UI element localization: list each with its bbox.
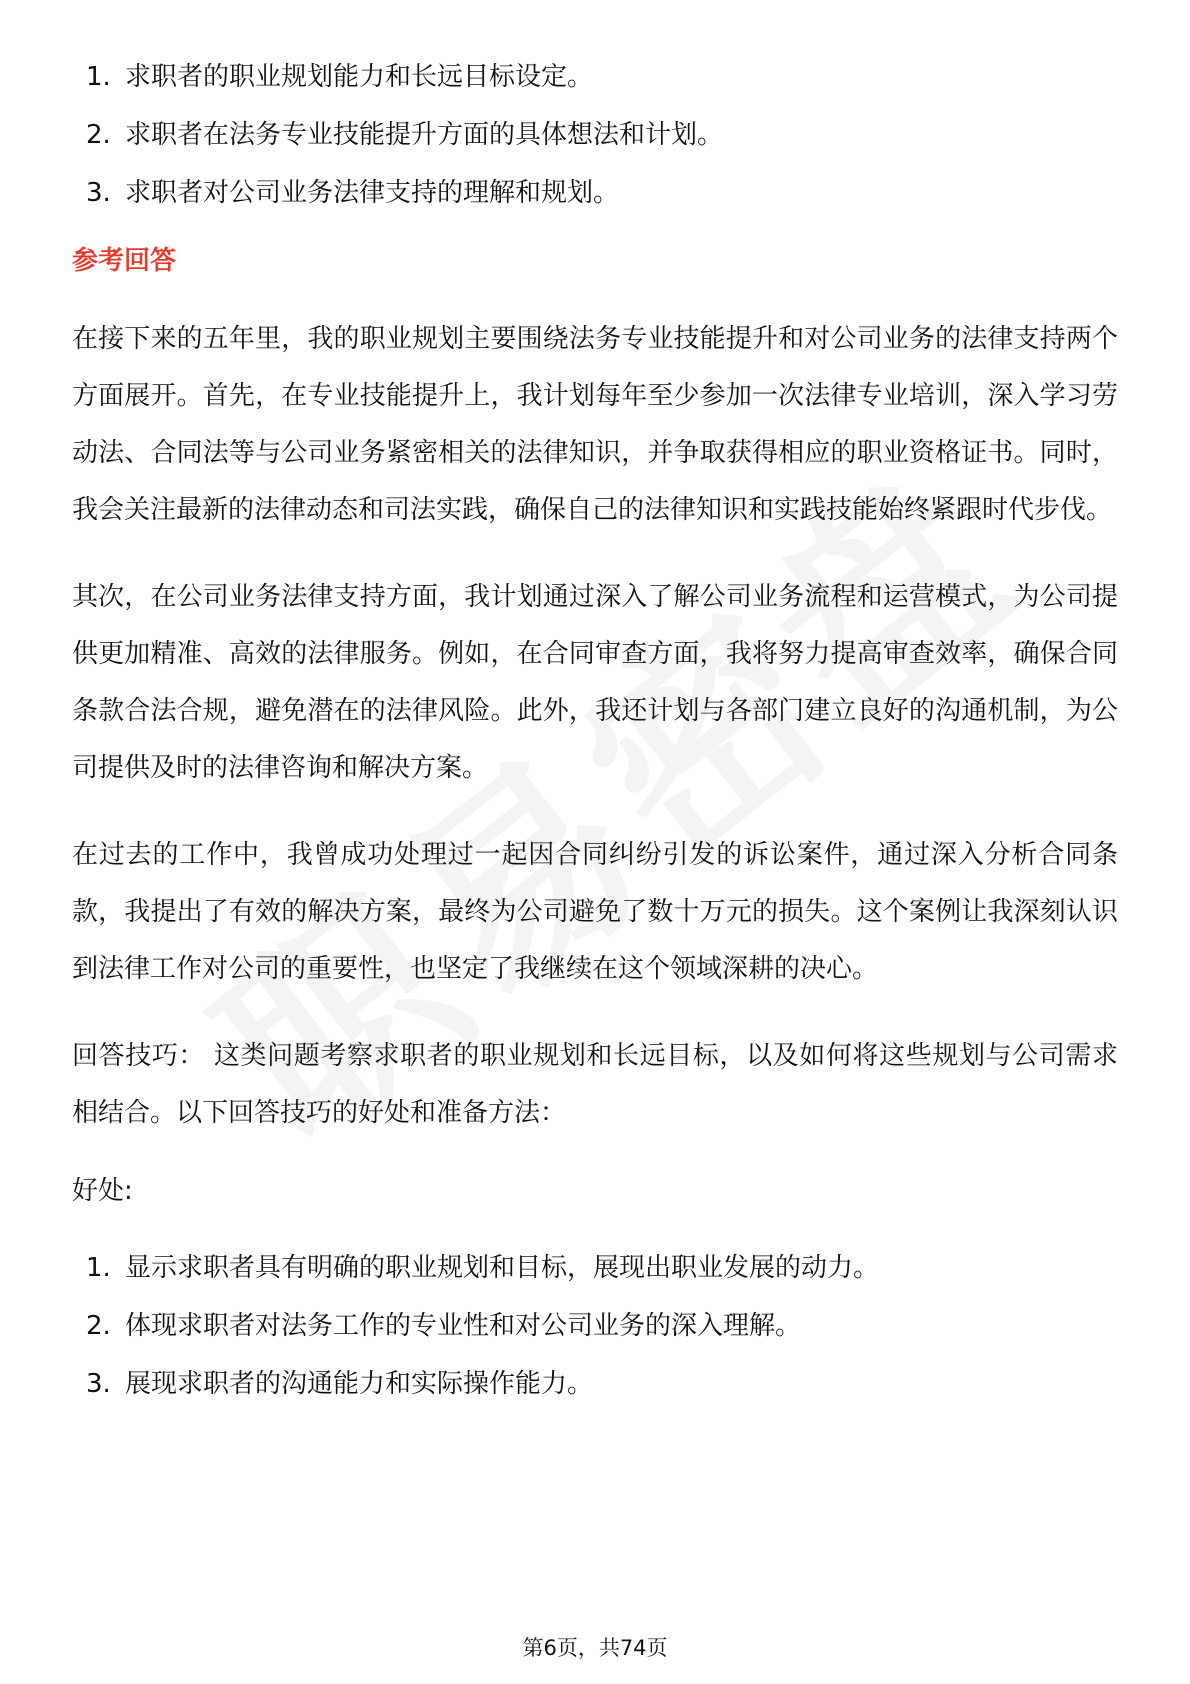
list-number: 2. [86,1311,111,1341]
list-item [72,116,1118,154]
list-number: 3. [86,178,111,208]
answer-paragraph: 在过去的工作中，我曾成功处理过一起因合同纠纷引发的诉讼案件，通过深入分析合同条款，我提出了有效的解决方案，最终为公司避免了数十万元的损失。这个案例让我深刻认识到法律工作对公司的重要性，也坚定了我继续在这个领域深耕的决心。 [72,840,1118,984]
list-text: 求职者的职业规划能力和长远目标设定。 [125,62,594,92]
list-text: 展现求职者的沟通能力和实际操作能力。 [125,1369,594,1399]
list-text: 求职者对公司业务法律支持的理解和规划。 [125,178,620,208]
list-item [72,58,1118,96]
list-number: 2. [86,120,111,150]
list-item [72,174,1118,212]
benefits-label: 好处: [72,1176,133,1206]
page-number: 第6页，共74页 [522,1636,668,1660]
list-text: 求职者在法务专业技能提升方面的具体想法和计划。 [125,120,724,150]
list-item [72,1365,1118,1403]
list-text: 显示求职者具有明确的职业规划和目标，展现出职业发展的动力。 [125,1253,880,1283]
section-heading: 参考回答 [72,246,177,276]
list-text: 体现求职者对法务工作的专业性和对公司业务的深入理解。 [125,1311,802,1341]
document-body [72,58,1118,1423]
tips-paragraph: 回答技巧： 这类问题考察求职者的职业规划和长远目标，以及如何将这些规划与公司需求相结合。以下回答技巧的好处和准备方法： [72,1041,1118,1128]
list-item [72,1249,1118,1287]
list-number: 1. [86,1253,111,1283]
list-number: 3. [86,1369,111,1399]
list-item [72,1307,1118,1345]
answer-paragraph: 在接下来的五年里，我的职业规划主要围绕法务专业技能提升和对公司业务的法律支持两个方面展开。首先，在专业技能提升上，我计划每年至少参加一次法律专业培训，深入学习劳动法、合同法等与公司业务紧密相关的法律知识，并争取获得相应的职业资格证书。同时，我会关注最新的法律动态和司法实践，确保自己的法律知识和实践技能始终紧跟时代步伐。 [72,324,1118,525]
answer-paragraph: 其次，在公司业务法律支持方面，我计划通过深入了解公司业务流程和运营模式，为公司提供更加精准、高效的法律服务。例如，在合同审查方面，我将努力提高审查效率，确保合同条款合法合规，避免潜在的法律风险。此外，我还计划与各部门建立良好的沟通机制，为公司提供及时的法律咨询和解决方案。 [72,582,1118,783]
list-number: 1. [86,62,111,92]
